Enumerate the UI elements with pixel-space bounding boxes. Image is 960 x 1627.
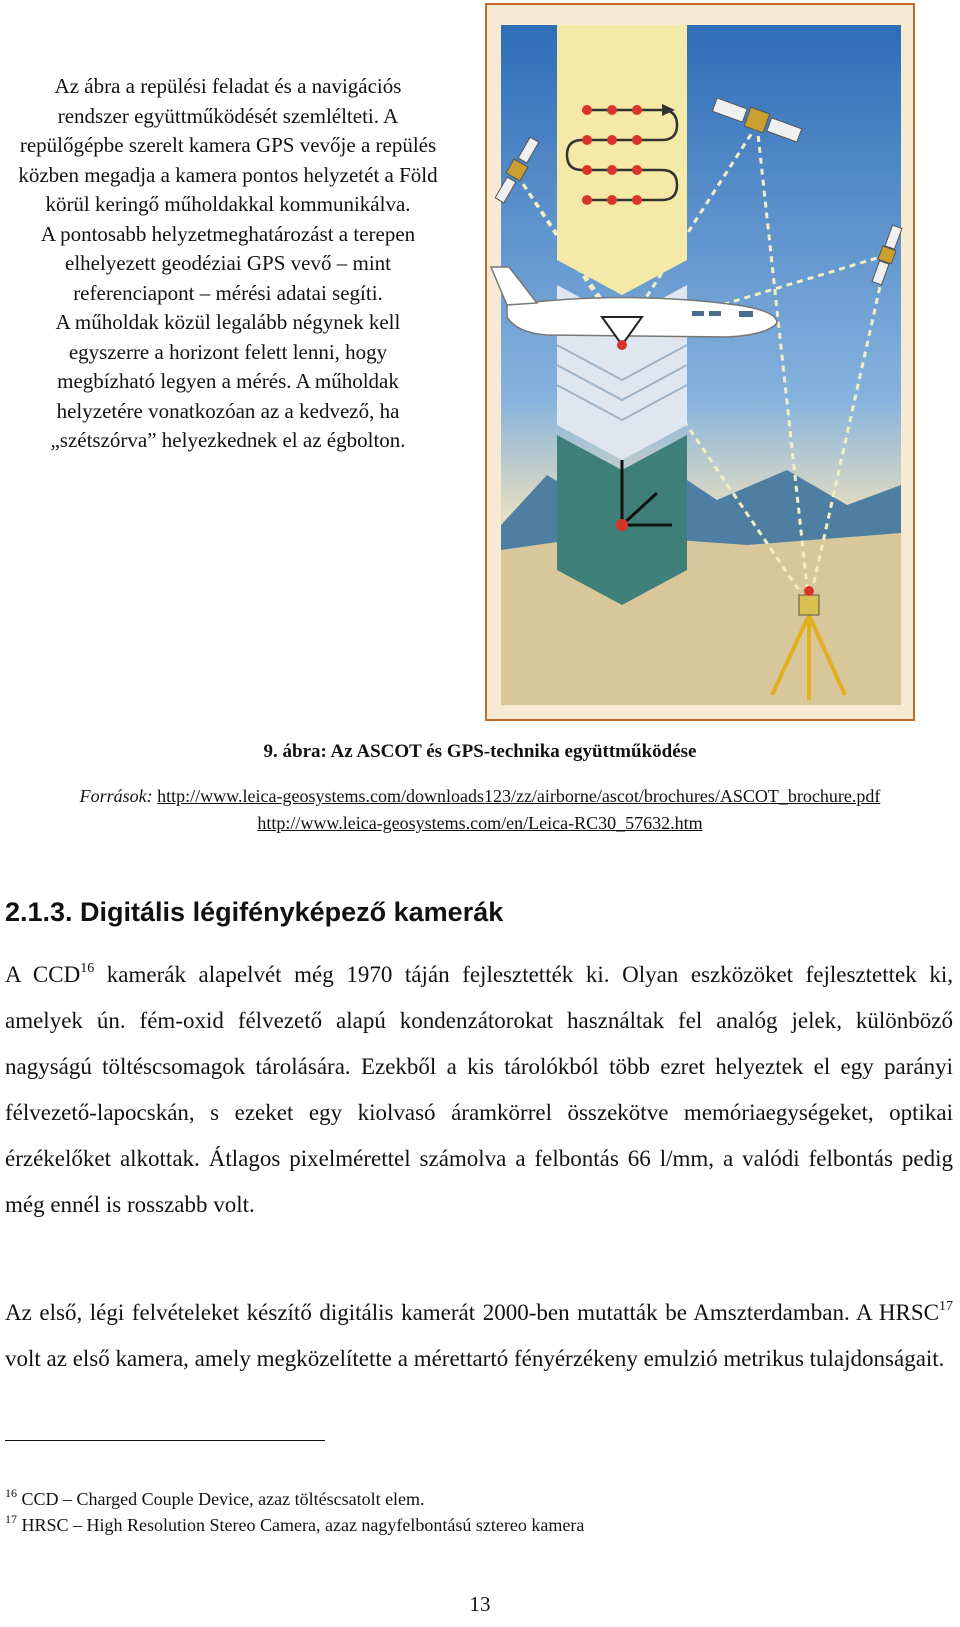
sources-label: Források: <box>79 786 153 806</box>
figure-description <box>18 72 438 456</box>
footnote-text: CCD – Charged Couple Device, azaz töltéscsatolt elem. <box>21 1489 425 1509</box>
figure-sources <box>0 783 960 837</box>
intro-paragraph-3: A műholdak közül legalább négynek kell egyszerre a horizont felett lenni, hogy megbízható legyen a mérés. A műholdak helyzetére vonatkozóan az a kedvező, ha „szétszórva” helyezkednek el az égbolton. <box>50 310 406 452</box>
footnote-17 <box>5 1514 584 1536</box>
footnote-ref-16[interactable]: 16 <box>80 961 95 976</box>
p2-rest: volt az első kamera, amely megközelítette a mérettartó fényérzékeny emulzió metrikus tulajdonságait. <box>5 1346 945 1371</box>
page-number: 13 <box>469 1592 491 1616</box>
figure-caption: 9. ábra: Az ASCOT és GPS-technika együttműködése <box>263 741 697 762</box>
p2-start: Az első, légi felvételeket készítő digitális kamerát 2000-ben mutatták be Amszterdamban. A HRSC <box>5 1300 939 1325</box>
source-link-1[interactable]: http://www.leica-geosystems.com/downloads123/zz/airborne/ascot/brochures/ASCOT_brochure.pdf <box>157 786 881 806</box>
source-link-2[interactable]: http://www.leica-geosystems.com/en/Leica-RC30_57632.htm <box>257 813 703 833</box>
p1-start: A CCD <box>5 962 81 987</box>
illustration-svg <box>487 5 913 719</box>
reference-point-dot <box>804 586 814 596</box>
intro-paragraph-1: Az ábra a repülési feladat és a navigációs rendszer együttműködését szemlélteti. A repülőgépbe szerelt kamera GPS vevője a repülés közben megadja a kamera pontos helyzetét a Föld körül keringő műholdakkal kommunikálva. <box>18 74 438 216</box>
footnote-number: 16 <box>5 1486 17 1500</box>
section-heading: 2.1.3. Digitális légifényképező kamerák <box>5 897 504 927</box>
camera-position-dot <box>616 519 628 531</box>
footnote-number: 17 <box>5 1512 17 1526</box>
gps-receiver-icon <box>799 595 819 615</box>
footnote-separator <box>5 1440 325 1441</box>
body-paragraph-2 <box>5 1290 953 1382</box>
intro-paragraph-2: A pontosabb helyzetmeghatározást a terepen elhelyezett geodéziai GPS vevő – mint referenciapont – mérési adatai segíti. <box>40 221 416 305</box>
p1-rest: kamerák alapelvét még 1970 táján fejlesztették ki. Olyan eszközöket fejlesztettek ki, amelyek ún. fém-oxid félvezető alapú kondenzátorokat használtak fel analóg jelek, különböző nagyságú töltéscsomagok tárolására. Ezekből a kis tárolókból több ezret helyeztek el egy parányi félvezető-lapocskán, s ezeket egy kiolvasó áramkörrel összekötve memóriaegységeket, optikai érzékelőket alkottak. Átlagos pixelmérettel számolva a felbontás 66 l/mm, a valódi felbontás pedig még ennél is rosszabb volt. <box>5 962 953 1217</box>
footnote-ref-17[interactable]: 17 <box>939 1299 953 1314</box>
body-paragraph-1 <box>5 952 953 1228</box>
footnote-16 <box>5 1488 425 1510</box>
ascot-gps-illustration <box>485 3 915 721</box>
footnote-text: HRSC – High Resolution Stereo Camera, azaz nagyfelbontású sztereo kamera <box>21 1515 585 1535</box>
